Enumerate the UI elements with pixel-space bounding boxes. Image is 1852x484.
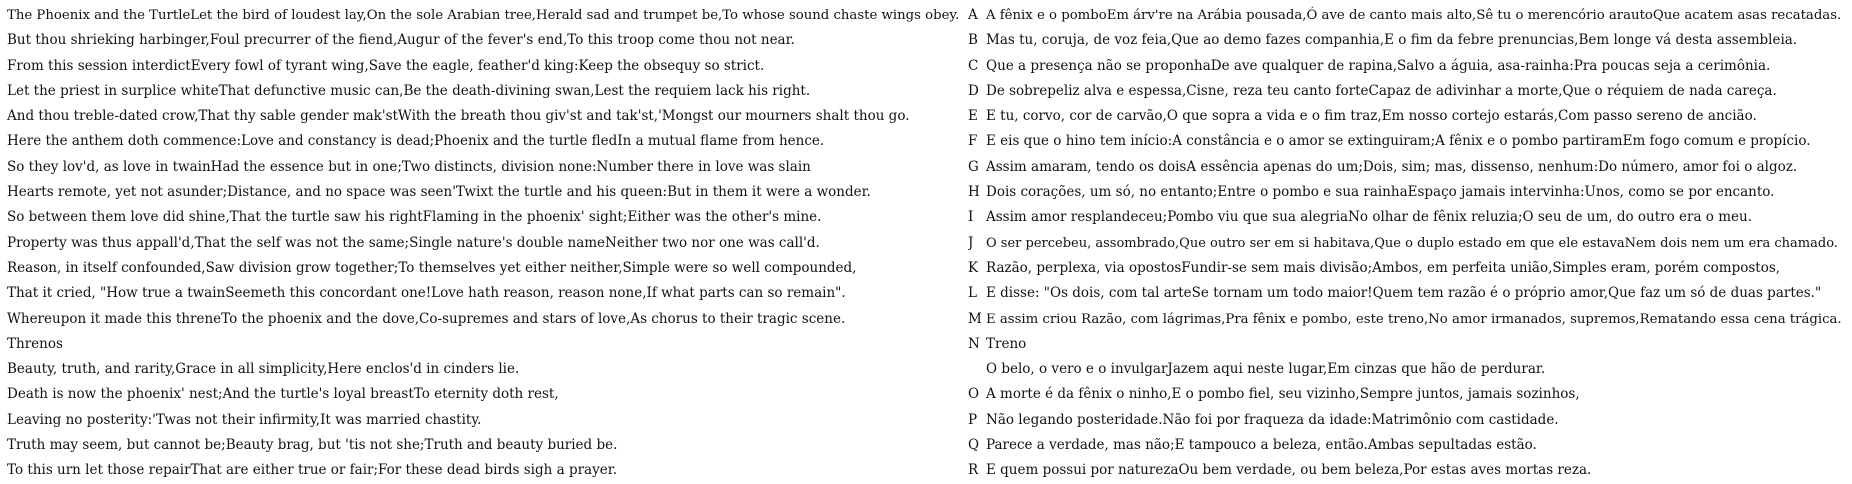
stanza-letter: J	[968, 234, 974, 251]
english-line: Here the anthem doth commence:Love and constancy is dead;Phoenix and the turtle fledIn a mutual flame from hence.	[7, 133, 825, 150]
bilingual-poem-document	[0, 3, 1852, 484]
english-line: And thou treble-dated crow,That thy sable gender mak'stWith the breath thou giv'st and tak'st,'Mongst our mourners shalt thou go.	[7, 108, 910, 125]
portuguese-line: E tu, corvo, cor de carvão,O que sopra a vida e o fim traz,Em nosso cortejo estarás,Com passo sereno de ancião.	[986, 108, 1757, 125]
english-line: To this urn let those repairThat are either true or fair;For these dead birds sigh a prayer.	[7, 462, 617, 479]
poem-row	[0, 433, 1852, 458]
stanza-letter: O	[968, 386, 980, 403]
portuguese-line: E eis que o hino tem início:A constância e o amor se extinguiram;A fênix e o pombo partiramEm fogo comum e propício.	[986, 133, 1811, 150]
english-line: From this session interdictEvery fowl of tyrant wing,Save the eagle, feather'd king:Keep the obsequy so strict.	[7, 57, 765, 74]
stanza-letter: B	[968, 32, 978, 49]
portuguese-line: Assim amor resplandeceu;Pombo viu que sua alegriaNo olhar de fênix reluzia;O seu de um, do outro era o meu.	[986, 209, 1752, 226]
english-line: So they lov'd, as love in twainHad the essence but in one;Two distincts, division none:Number there in love was slain	[7, 158, 811, 175]
english-line: Whereupon it made this threneTo the phoenix and the dove,Co-supremes and stars of love,As chorus to their tragic scene.	[7, 310, 846, 327]
stanza-letter: M	[968, 310, 982, 327]
poem-row	[0, 382, 1852, 407]
english-line: Beauty, truth, and rarity,Grace in all simplicity,Here enclos'd in cinders lie.	[7, 361, 520, 378]
stanza-letter: N	[968, 335, 980, 352]
stanza-letter: C	[968, 57, 979, 74]
poem-row	[0, 458, 1852, 483]
portuguese-line: O ser percebeu, assombrado,Que outro ser em si habitava,Que o duplo estado em que ele estavaNem dois nem um era chamado.	[986, 235, 1838, 251]
english-line: Hearts remote, yet not asunder;Distance, and no space was seen'Twixt the turtle and his queen:But in them it were a wonder.	[7, 184, 871, 201]
poem-row	[0, 79, 1852, 104]
stanza-letter: E	[968, 108, 978, 125]
portuguese-line: Dois corações, um só, no entanto;Entre o pombo e sua rainhaEspaço jamais intervinha:Unos, como se por encanto.	[986, 184, 1775, 201]
poem-row	[0, 3, 1852, 28]
stanza-letter: G	[968, 158, 979, 175]
portuguese-line: Razão, perplexa, via opostosFundir-se sem mais divisão;Ambos, em perfeita união,Simples eram, porém compostos,	[986, 259, 1781, 276]
stanza-letter: P	[968, 411, 978, 428]
english-line: Leaving no posterity:'Twas not their infirmity,It was married chastity.	[7, 411, 482, 428]
english-line: Truth may seem, but cannot be;Beauty brag, but 'tis not she;Truth and beauty buried be.	[7, 437, 618, 454]
portuguese-line: E quem possui por naturezaOu bem verdade, ou bem beleza,Por estas aves mortas reza.	[986, 462, 1592, 479]
english-line: Reason, in itself confounded,Saw division grow together;To themselves yet either neither,Simple were so well compounded,	[7, 259, 857, 276]
poem-row	[0, 332, 1852, 357]
portuguese-line: Assim amaram, tendo os doisA essência apenas do um;Dois, sim; mas, dissenso, nenhum:Do número, amor foi o algoz.	[986, 158, 1798, 175]
stanza-letter: F	[968, 133, 978, 150]
poem-row	[0, 155, 1852, 180]
english-line: So between them love did shine,That the turtle saw his rightFlaming in the phoenix' sight;Either was the other's mine.	[7, 209, 822, 226]
poem-row	[0, 256, 1852, 281]
portuguese-line: A fênix e o pomboEm árv're na Arábia pousada,Ó ave de canto mais alto,Sê tu o merencório arautoQue acatem asas recatadas.	[986, 8, 1842, 23]
english-line: That it cried, "How true a twainSeemeth this concordant one!Love hath reason, reason none,If what parts can so remain".	[7, 285, 846, 302]
english-line: Let the priest in surplice whiteThat defunctive music can,Be the death-divining swan,Lest the requiem lack his right.	[7, 82, 811, 99]
stanza-letter: Q	[968, 437, 980, 454]
portuguese-line: Que a presença não se proponhaDe ave qualquer de rapina,Salvo a águia, asa-rainha:Pra poucas seja a cerimônia.	[986, 57, 1771, 74]
poem-row	[0, 104, 1852, 129]
poem-row	[0, 281, 1852, 306]
portuguese-line: E assim criou Razão, com lágrimas,Pra fênix e pombo, este treno,No amor irmanados, supremos,Rematando essa cena trágica.	[986, 311, 1842, 327]
stanza-letter: H	[968, 184, 980, 201]
stanza-letter: I	[968, 209, 974, 226]
poem-row	[0, 408, 1852, 433]
poem-row	[0, 357, 1852, 382]
poem-row	[0, 54, 1852, 79]
stanza-letter: A	[968, 7, 978, 23]
english-line: But thou shrieking harbinger,Foul precurrer of the fiend,Augur of the fever's end,To this troop come thou not near.	[7, 32, 795, 49]
portuguese-line: O belo, o vero e o invulgarJazem aqui neste lugar,Em cinzas que hão de perdurar.	[986, 361, 1546, 378]
english-line: Death is now the phoenix' nest;And the turtle's loyal breastTo eternity doth rest,	[7, 386, 559, 403]
english-line: The Phoenix and the TurtleLet the bird of loudest lay,On the sole Arabian tree,Herald sad and trumpet be,To whose sound chaste wings obey.	[7, 8, 960, 23]
portuguese-line: Não legando posteridade.Não foi por fraqueza da idade:Matrimônio com castidade.	[986, 411, 1559, 428]
portuguese-line: De sobrepeliz alva e espessa,Cisne, reza teu canto forteCapaz de adivinhar a morte,Que o réquiem de nada careça.	[986, 82, 1777, 99]
poem-row	[0, 180, 1852, 205]
english-line: Property was thus appall'd,That the self was not the same;Single nature's double nameNeither two nor one was call'd.	[7, 234, 820, 251]
portuguese-line: E disse: "Os dois, com tal arteSe tornam um todo maior!Quem tem razão é o próprio amor,Que faz um só de duas partes."	[986, 285, 1822, 302]
stanza-letter: L	[968, 285, 977, 302]
stanza-letter: K	[968, 259, 979, 276]
poem-row	[0, 231, 1852, 256]
stanza-letter: R	[968, 462, 979, 479]
portuguese-line: Parece a verdade, mas não;E tampouco a beleza, então.Ambas sepultadas estão.	[986, 437, 1537, 454]
portuguese-line: Treno	[986, 335, 1027, 352]
poem-row	[0, 205, 1852, 230]
english-line: Threnos	[7, 335, 63, 352]
poem-row	[0, 28, 1852, 53]
portuguese-line: Mas tu, coruja, de voz feia,Que ao demo fazes companhia,E o fim da febre prenuncias,Bem longe vá desta assembleia.	[986, 32, 1798, 49]
portuguese-line: A morte é da fênix o ninho,E o pombo fiel, seu vizinho,Sempre juntos, jamais sozinhos,	[986, 386, 1580, 403]
poem-row	[0, 129, 1852, 154]
poem-row	[0, 307, 1852, 332]
stanza-letter: D	[968, 82, 979, 99]
